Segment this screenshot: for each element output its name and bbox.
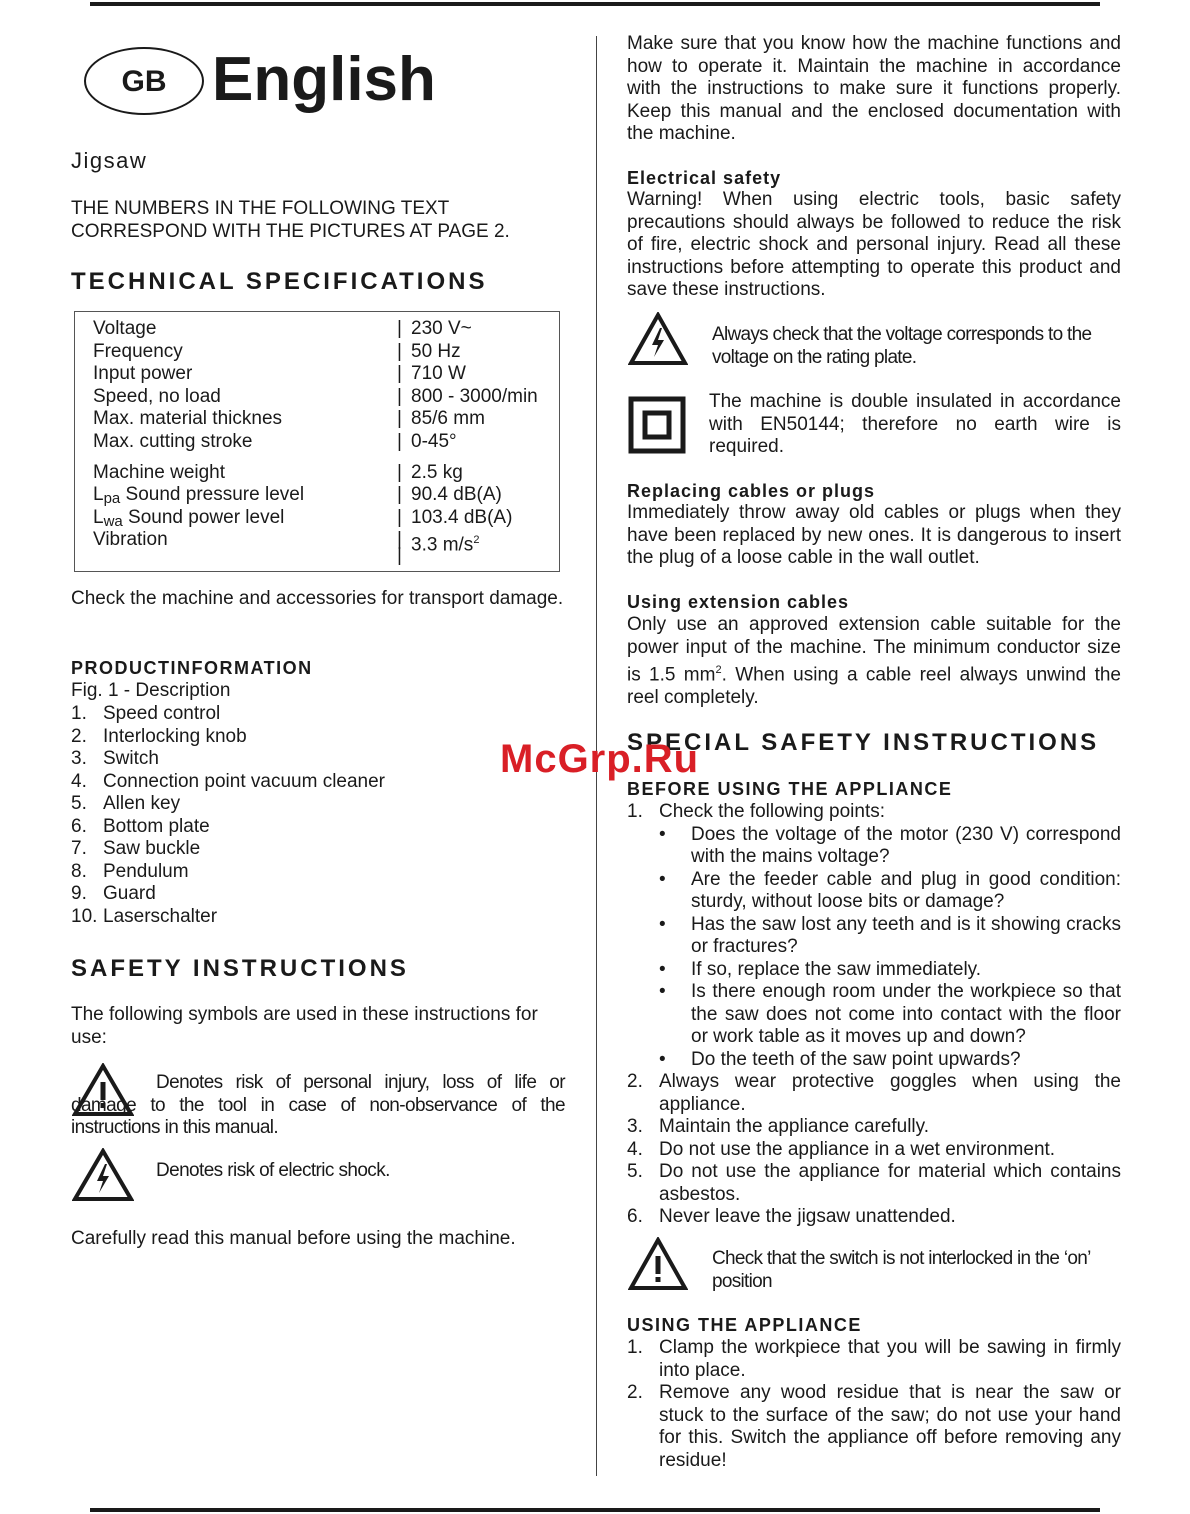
item-text: Do not use the appliance for material which contains asbestos. <box>659 1161 1121 1205</box>
bullet-text: Do the teeth of the saw point upwards? <box>691 1048 1021 1070</box>
bullet-item <box>659 959 1121 982</box>
item-text: Always wear protective goggles when using the appliance. <box>659 1071 1121 1115</box>
product-heading: PRODUCTINFORMATION <box>71 658 313 678</box>
spec-value <box>411 408 485 430</box>
spec-prefix-sub: pa <box>103 490 121 507</box>
list-item <box>71 906 565 929</box>
list-item <box>627 1139 1121 1162</box>
double-insulated-text: The machine is double insulated in accordance with EN50144; therefore no earth wire is required. <box>709 391 1121 457</box>
item-number: 3. <box>71 748 87 769</box>
read-manual-text: Carefully read this manual before using the machine. <box>71 1228 516 1249</box>
spec-separator: | <box>397 462 402 483</box>
spec-value-text: 85/6 mm <box>411 408 485 429</box>
bullet-text: Are the feeder cable and plug in good condition: sturdy, without loose bits or damage? <box>691 868 1121 912</box>
item-text: Clamp the workpiece that you will be sawing in firmly into place. <box>659 1337 1121 1381</box>
list-item <box>627 1337 1121 1382</box>
spec-value-text: 710 W <box>411 363 466 384</box>
spec-label-text: Vibration <box>93 529 168 550</box>
spec-value-text: 103.4 dB(A) <box>411 507 513 528</box>
spec-value-text: 90.4 dB(A) <box>411 484 502 505</box>
item-text: Never leave the jigsaw unattended. <box>659 1206 956 1227</box>
gb-badge <box>84 47 204 115</box>
spec-prefix: L <box>93 484 104 505</box>
item-number: 3. <box>627 1116 643 1137</box>
before-using-heading: BEFORE USING THE APPLIANCE <box>627 779 953 799</box>
spec-label-text: Machine weight <box>93 462 226 483</box>
spec-label <box>93 363 192 385</box>
item-text: Laserschalter <box>103 905 218 927</box>
spec-value <box>411 484 502 506</box>
bullet-text: Has the saw lost any teeth and is it showing cracks or fractures? <box>691 913 1121 957</box>
spec-label-text: Frequency <box>93 341 183 362</box>
item-number: 6. <box>71 815 87 837</box>
spec-label <box>93 431 252 453</box>
spec-value-sup: 2 <box>473 534 480 546</box>
extension-text: Only use an approved extension cable suitable for the power input of the machine. The minimum conductor size is 1.5 $mm^2$. When using a cable reel always unwind the reel completely. <box>627 614 1121 708</box>
item-text: Remove any wood residue that is near the saw or stuck to the surface of the saw; do not use your hand for this. Switch the appliance off before removing any residue! <box>659 1382 1121 1471</box>
spec-label <box>93 462 225 484</box>
bullet-mark: • <box>659 868 666 890</box>
tech-heading: TECHNICAL SPECIFICATIONS <box>71 268 488 295</box>
spec-value-text: 50 Hz <box>411 341 461 362</box>
item-number: 4. <box>627 1138 643 1160</box>
list-item <box>71 883 565 906</box>
spec-separator: | <box>397 408 402 429</box>
top-rule <box>90 2 1100 6</box>
list-item <box>71 703 565 726</box>
item-text: Guard <box>103 883 156 904</box>
replacing-heading: Replacing cables or plugs <box>627 481 876 501</box>
list-item <box>71 748 565 771</box>
item-number: 10. <box>71 905 98 927</box>
spec-label <box>93 341 183 363</box>
item-text: Speed control <box>103 703 221 724</box>
spec-value-text: 230 V~ <box>411 318 472 339</box>
bullet-text: If so, replace the saw immediately. <box>691 958 982 980</box>
spec-table <box>74 311 560 572</box>
intro-text: THE NUMBERS IN THE FOLLOWING TEXT CORRESPOND WITH THE PICTURES AT PAGE 2. <box>71 198 510 242</box>
gb-badge-text: GB <box>121 65 167 98</box>
transport-check: Check the machine and accessories for transport damage. <box>71 588 564 609</box>
item-number: 6. <box>627 1206 643 1227</box>
list-item <box>627 801 1121 1071</box>
list-item <box>71 838 565 861</box>
spec-label <box>93 386 221 408</box>
spec-value <box>411 431 457 453</box>
item-number: 1. <box>627 801 643 822</box>
electric-shock-icon <box>628 312 688 366</box>
electric-shock-icon <box>72 1148 134 1202</box>
item-number: 2. <box>627 1071 643 1092</box>
spec-value <box>411 529 479 556</box>
bullet-mark: • <box>659 913 666 935</box>
spec-value-text: 0-45° <box>411 431 457 452</box>
shock-symbol-text: Denotes risk of electric shock. <box>156 1160 390 1181</box>
item-number: 5. <box>71 793 87 814</box>
watermark: McGrp.Ru <box>500 737 700 781</box>
spec-label-text: Max. cutting stroke <box>93 431 253 452</box>
bullet-item <box>659 981 1121 1049</box>
spec-separator: | <box>397 484 402 505</box>
bullet-mark: • <box>659 958 666 980</box>
spec-label-text: Sound pressure level <box>125 484 305 505</box>
using-list <box>627 1337 1121 1472</box>
list-item <box>627 1116 1121 1139</box>
item-text: Do not use the appliance in a wet environment. <box>659 1138 1056 1160</box>
bullet-text: Is there enough room under the workpiece so that the saw does not come into contact with the floor or work table as it moves up and down? <box>691 981 1121 1047</box>
item-number: 8. <box>71 860 87 882</box>
extension-heading: Using extension cables <box>627 592 850 612</box>
spec-value <box>411 462 463 484</box>
item-text: Bottom plate <box>103 815 210 837</box>
item-text: Connection point vacuum cleaner <box>103 770 386 792</box>
spec-separator: | <box>397 431 402 452</box>
spec-separator: | <box>397 529 402 550</box>
bullet-item <box>659 869 1121 914</box>
bullet-item <box>659 824 1121 869</box>
item-text: Maintain the appliance carefully. <box>659 1116 930 1137</box>
item-text: Saw buckle <box>103 838 201 859</box>
item-text: Interlocking knob <box>103 725 247 747</box>
spec-value <box>411 341 461 363</box>
spec-value-text: 3.3 m/s <box>411 534 474 556</box>
parts-list <box>71 703 565 928</box>
using-heading: USING THE APPLIANCE <box>627 1315 862 1335</box>
voltage-check-text: Always check that the voltage corresponds to the voltage on the rating plate. <box>712 324 1092 368</box>
item-number: 5. <box>627 1161 643 1182</box>
item-number: 1. <box>627 1337 643 1358</box>
before-using-list <box>627 801 1121 1229</box>
item-number: 2. <box>71 725 87 747</box>
bullet-mark: • <box>659 823 666 845</box>
spec-separator: | <box>397 363 402 384</box>
spec-separator: | <box>397 545 402 566</box>
item-number: 9. <box>71 883 87 904</box>
spec-label <box>93 408 282 430</box>
spec-value <box>411 318 472 340</box>
spec-value-text: 2.5 kg <box>411 462 463 483</box>
switch-check-text: Check that the switch is not interlocked in the ‘on’ position <box>712 1248 1090 1292</box>
electrical-safety-text: Warning! When using electric tools, basic safety precautions should always be followed to reduce the risk of fire, electric shock and personal injury. Read all these instructions before attempting to operate this product and save these instructions. <box>627 189 1121 300</box>
list-item <box>627 1206 1121 1229</box>
spec-label-text: Max. material thicknes <box>93 408 283 429</box>
list-item <box>627 1382 1121 1472</box>
bottom-rule <box>90 1508 1100 1512</box>
spec-label-text: Voltage <box>93 318 157 339</box>
replacing-text: Immediately throw away old cables or plugs when they have been replaced by new ones. It is dangerous to insert the plug of a loose cable in the wall outlet. <box>627 502 1121 568</box>
spec-label <box>93 318 156 340</box>
special-safety-heading: SPECIAL SAFETY INSTRUCTIONS <box>627 729 1100 756</box>
spec-value <box>411 363 466 385</box>
bullet-text: Does the voltage of the motor (230 V) correspond with the mains voltage? <box>691 823 1121 867</box>
item-text: Allen key <box>103 793 181 814</box>
spec-value <box>411 507 512 529</box>
warning-triangle-icon <box>628 1237 688 1291</box>
bullet-mark: • <box>659 1048 666 1070</box>
fig-caption: Fig. 1 - Description <box>71 680 231 701</box>
spec-separator: | <box>397 318 402 339</box>
spec-value-text: 800 - 3000/min <box>411 386 538 407</box>
item-number: 7. <box>71 838 87 859</box>
spec-label-text: Sound power level <box>128 507 285 528</box>
bullet-mark: • <box>659 981 666 1002</box>
list-item <box>627 1071 1121 1116</box>
spec-label-text: Input power <box>93 363 193 384</box>
spec-label <box>93 529 168 551</box>
check-points-list <box>659 824 1121 1072</box>
spec-separator: | <box>397 386 402 407</box>
spec-label-text: Speed, no load <box>93 386 221 407</box>
language-title: English <box>212 45 436 114</box>
safety-heading: SAFETY INSTRUCTIONS <box>71 955 409 982</box>
spec-value <box>411 386 538 408</box>
item-number: 4. <box>71 770 87 792</box>
list-item <box>71 861 565 884</box>
warning-symbol-text: Denotes risk of personal injury, loss of life or damage to the tool in case of non-observance of the instructions in this manual. <box>71 1072 565 1138</box>
electrical-safety-heading: Electrical safety <box>627 168 782 188</box>
item-number: 2. <box>627 1382 643 1403</box>
double-insulation-icon <box>628 396 686 454</box>
list-item <box>627 1161 1121 1206</box>
list-item <box>71 793 565 816</box>
spec-separator: | <box>397 507 402 528</box>
product-title: Jigsaw <box>71 148 148 173</box>
item-text: Pendulum <box>103 860 189 882</box>
bullet-item <box>659 914 1121 959</box>
right-intro: Make sure that you know how the machine functions and how to operate it. Maintain the machine in accordance with the instructions to make sure it functions properly. Keep this manual and the enclosed documentation with the machine. <box>627 33 1121 144</box>
spec-separator: | <box>397 341 402 362</box>
list-item <box>71 726 565 749</box>
symbols-intro: The following symbols are used in these instructions for use: <box>71 1004 538 1048</box>
bullet-item <box>659 1049 1121 1072</box>
item-text: Switch <box>103 748 159 769</box>
spec-prefix: L <box>93 507 104 528</box>
list-item <box>71 816 565 839</box>
spec-prefix-sub: wa <box>103 513 123 530</box>
item-number: 1. <box>71 703 87 724</box>
item-text: Check the following points: <box>659 801 886 822</box>
list-item <box>71 771 565 794</box>
